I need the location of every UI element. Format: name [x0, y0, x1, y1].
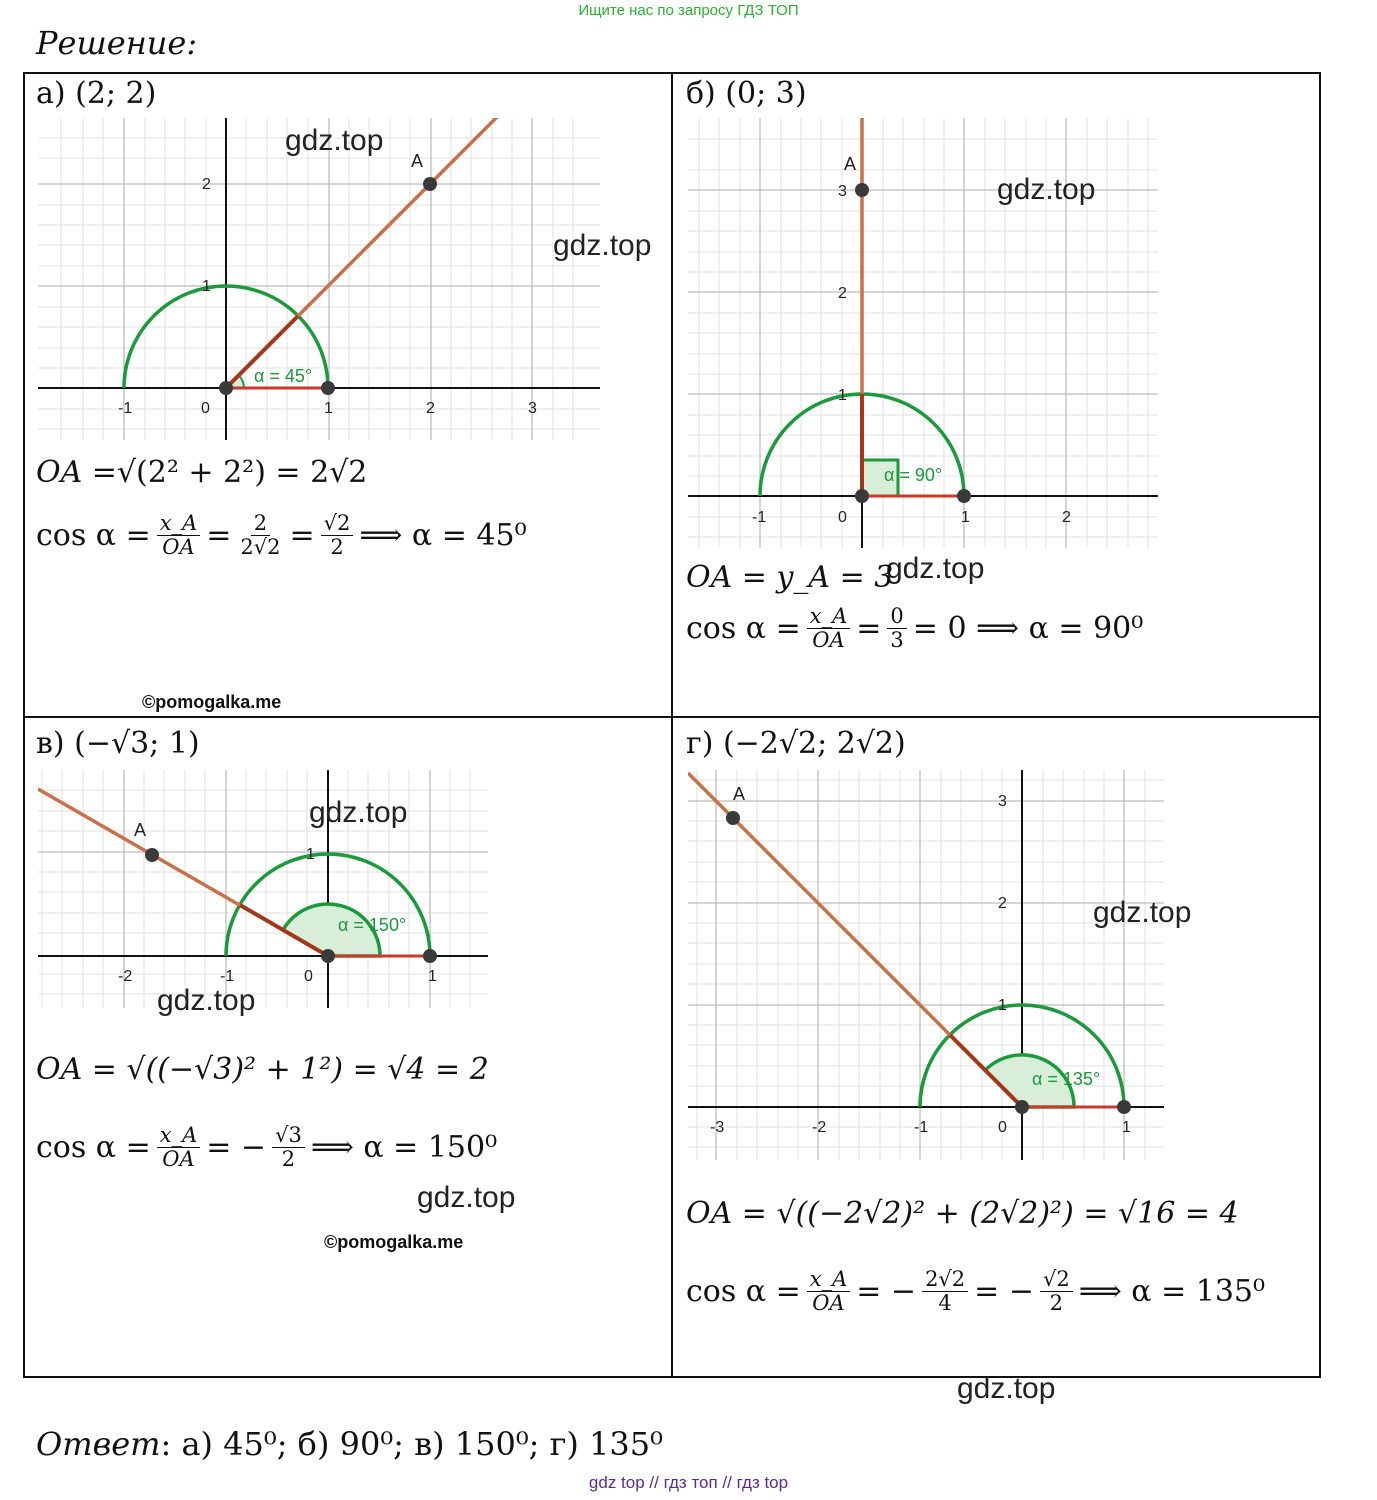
footer-links[interactable]: gdz top // гдз топ // гдз top	[588, 1473, 789, 1492]
formula-a-cos: cos α = $\frac{x\_A}{OA}$ = $\frac{2}{2√2}$ = $\frac{√2}{2}$ ⟹ α = 45⁰	[36, 511, 527, 560]
watermark: gdz.top	[309, 796, 408, 829]
answer-prefix: Ответ	[36, 1425, 161, 1463]
tick-x: 1	[324, 400, 333, 417]
major-grid	[688, 770, 1164, 1160]
search-hint: Ищите нас по запросу ГДЗ ТОП	[578, 2, 799, 19]
angle-label: α = 135°	[1032, 1069, 1101, 1089]
table-divider-vertical	[671, 72, 673, 1378]
tick-y: 1	[998, 997, 1007, 1014]
unit-point	[1117, 1100, 1131, 1114]
origin-point	[855, 489, 869, 503]
formula-b-length: OA = y_A = 3	[686, 560, 894, 595]
watermark: gdz.top	[1093, 896, 1192, 929]
angle-label: α = 150°	[338, 915, 407, 935]
tick-x: 1	[1122, 1119, 1131, 1136]
origin-point	[1015, 1100, 1029, 1114]
unit-point	[957, 489, 971, 503]
point-a-label: A	[134, 820, 147, 840]
grid-lines	[688, 770, 1164, 1160]
tick-y: 3	[998, 793, 1007, 810]
tick-x: 3	[528, 400, 537, 417]
point-a	[855, 183, 869, 197]
major-grid	[38, 770, 488, 1008]
tick-x: -2	[812, 1119, 827, 1136]
table-divider-horizontal	[23, 716, 1321, 718]
watermark: gdz.top	[997, 173, 1096, 206]
panel-a-graph	[38, 118, 604, 444]
formula-v-length: OA = √((−√3)² + 1²) = √4 = 2	[36, 1052, 489, 1087]
panel-g-graph	[688, 770, 1166, 1162]
solution-heading: Решение:	[36, 24, 198, 62]
tick-x: 1	[428, 968, 437, 985]
tick-x: -1	[118, 400, 133, 417]
unit-point	[321, 381, 335, 395]
angle-label: α = 90°	[884, 465, 943, 485]
formula-a-length: OA = √(2² + 2²) = 2√2	[36, 455, 368, 490]
watermark: gdz.top	[957, 1372, 1056, 1405]
tick-y: 2	[202, 176, 211, 193]
tick-x: -3	[710, 1119, 725, 1136]
watermark: gdz.top	[417, 1181, 516, 1214]
point-a-label: A	[844, 154, 857, 174]
formula-g-length: OA = √((−2√2)² + (2√2)²) = √16 = 4	[686, 1196, 1239, 1231]
tick-x: -1	[220, 968, 235, 985]
tick-x: -2	[118, 968, 133, 985]
tick-y: 2	[838, 285, 847, 302]
grid-lines	[38, 770, 488, 1008]
grid-lines	[38, 118, 600, 440]
major-grid	[38, 118, 600, 440]
panel-a-label: а) (2; 2)	[36, 76, 157, 111]
point-a	[726, 811, 740, 825]
tick-x: 0	[998, 1119, 1007, 1136]
tick-x: 0	[304, 968, 313, 985]
watermark: gdz.top	[886, 552, 985, 585]
panel-b-label: б) (0; 3)	[686, 76, 807, 111]
panel-g-label: г) (−2√2; 2√2)	[686, 726, 906, 761]
formula-g-cos: cos α = $\frac{x\_A}{OA}$ = − $\frac{2√2}{4}$ = − $\frac{√2}{2}$ ⟹ α = 135⁰	[686, 1267, 1266, 1316]
unit-point	[423, 949, 437, 963]
tick-x: 2	[426, 400, 435, 417]
point-a-label: A	[411, 151, 424, 171]
origin-point	[219, 381, 233, 395]
watermark: gdz.top	[553, 229, 652, 262]
point-a	[145, 848, 159, 862]
point-a	[423, 177, 437, 191]
answer-text: : а) 45⁰; б) 90⁰; в) 150⁰; г) 135⁰	[160, 1425, 663, 1463]
formula-b-cos: cos α = $\frac{x\_A}{OA}$ = $\frac{0}{3}$ = 0 ⟹ α = 90⁰	[686, 604, 1144, 653]
tick-x: 0	[838, 509, 847, 526]
panel-v-label: в) (−√3; 1)	[36, 726, 200, 761]
tick-x: 0	[201, 400, 210, 417]
origin-point	[321, 949, 335, 963]
tick-x: -1	[914, 1119, 929, 1136]
tick-y: 1	[306, 846, 315, 863]
watermark: gdz.top	[157, 984, 256, 1017]
formula-v-cos: cos α = $\frac{x\_A}{OA}$ = − $\frac{√3}{2}$ ⟹ α = 150⁰	[36, 1123, 498, 1172]
tick-y: 1	[838, 387, 847, 404]
panel-v-graph	[38, 770, 490, 1010]
tick-x: 1	[961, 509, 970, 526]
tick-y: 1	[202, 278, 211, 295]
angle-label: α = 45°	[254, 366, 313, 386]
point-a-label: A	[733, 784, 746, 804]
watermark: gdz.top	[285, 124, 384, 157]
answer-line	[36, 1425, 663, 1463]
tick-x: 2	[1062, 509, 1071, 526]
credit: ©pomogalka.me	[142, 692, 282, 712]
tick-y: 3	[838, 183, 847, 200]
tick-x: -1	[752, 509, 767, 526]
tick-y: 2	[998, 895, 1007, 912]
credit: ©pomogalka.me	[324, 1232, 464, 1252]
